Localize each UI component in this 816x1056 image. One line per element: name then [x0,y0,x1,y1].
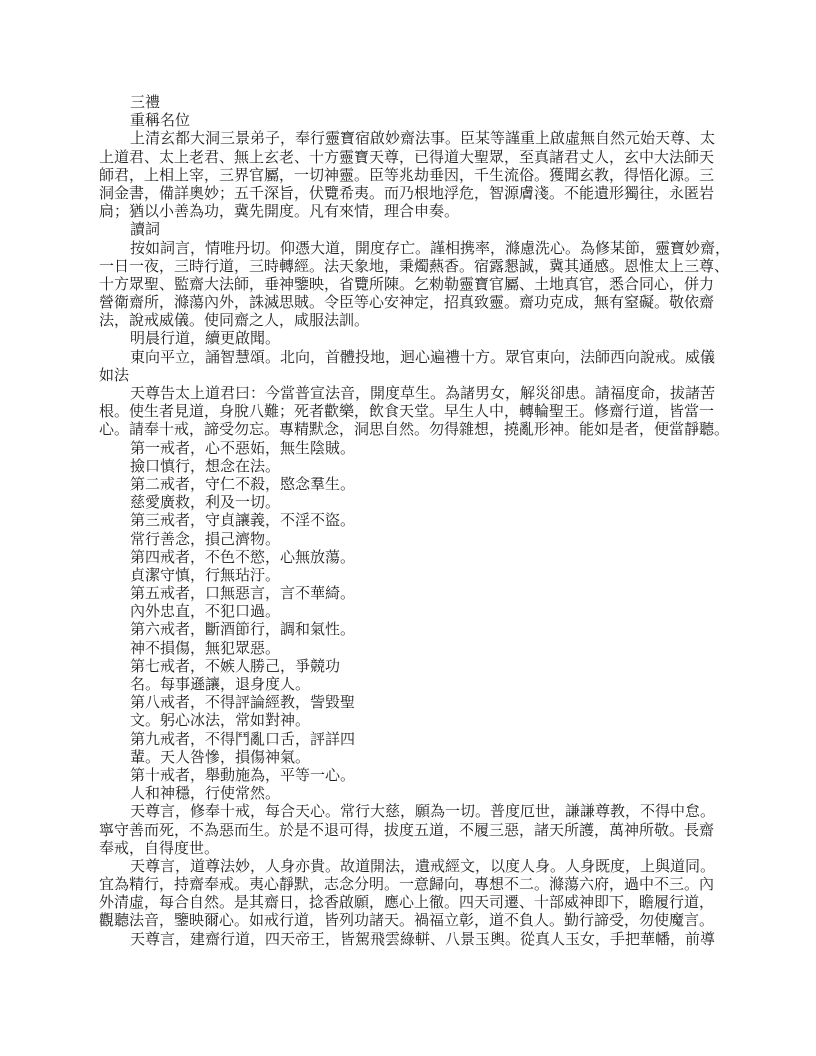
text-line: 明晨行道，續更啟聞。 [130,331,281,348]
text-line: 根。使生者見道，身脫八難；死者歡樂，飲食天堂。早生人中，轉輪聖王。修齋行道，皆當一 [99,404,715,421]
text-block [99,94,731,949]
text-line: 上道君、太上老君、無上玄老、十方靈寶天尊，已得道大聖眾，至真諸君丈人，玄中大法師天 [99,149,715,166]
text-line: 第四戒者，不色不慾，心無放蕩。 [130,549,356,566]
text-line: 貞潔守慎，行無玷汙。 [130,567,281,584]
text-line: 第八戒者，不得評論經教，訾毀聖 [130,695,356,712]
text-line: 營衛齋所，滌蕩內外，誅滅思賊。令臣等心安神定，招真致靈。齋功克成，無有窒礙。敬依齋 [99,295,715,312]
text-line: 第二戒者，守仁不殺，愍念羣生。 [130,476,356,493]
text-line: 洞金書，備詳奧妙；五千深旨，伏覽希夷。而乃根地浮危，智源膚淺。不能遺形獨往，永匿岩 [99,185,715,202]
text-line: 讀詞 [130,222,161,239]
text-line: 寧守善而死，不為惡而生。於是不退可得，拔度五道，不履三惡，諸天所護，萬神所敬。長齋 [99,822,715,839]
text-line: 慈愛廣救，利及一切。 [130,495,281,512]
text-line: 心。請奉十戒，諦受勿忘。專精默念，洞思自然。勿得雜想，撓亂形神。能如是者，便當靜聽。 [99,422,730,439]
text-line: 第九戒者，不得鬥亂口舌，評詳四 [130,731,356,748]
text-line: 一日一夜，三時行道，三時轉經。法天象地，秉燭爇香。宿露懇誠，冀其通感。恩惟太上三尊、 [99,258,730,275]
text-line: 天尊告太上道君曰：今當普宣法音，開度草生。為諸男女，解災卻患。請福度命，拔諸苦 [130,386,716,402]
text-line: 觀聽法音，鑒映爾心。如戒行道，皆列功諸天。禍福立彰，道不負人。勤行諦受，勿使魔言。 [99,913,715,930]
text-line: 常行善念，損己濟物。 [130,531,281,548]
text-line: 撿口慎行，想念在法。 [130,458,281,475]
text-line: 重稱名位 [130,113,191,130]
text-line: 十方眾聖、監齋大法師，垂神鑒映，省覽所陳。乞勑勒靈寶官屬、土地真官，悉合同心，併力 [99,276,715,293]
text-line: 三禮 [130,95,161,111]
text-line: 法，說戒威儀。使同齋之人，咸服法訓。 [99,313,370,330]
text-line: 宜為精行，持齋奉戒。夷心靜默，志念分明。一意歸向，專想不二。滌蕩六府，過中不三。內 [99,877,715,894]
text-line: 外清虛，每合自然。是其齋日，捻香啟願，應心上徹。四天司遷、十部威神即下，瞻履行道， [99,895,715,912]
text-line: 名。每事遜讓，退身度人。 [130,677,311,693]
text-line: 按如詞言，情唯丹切。仰憑大道，開度存亡。謹相携率，滌慮洗心。為修某節，靈寶妙齋， [130,240,731,257]
text-line: 輩。天人咎慘，損傷神氣。 [130,749,311,766]
text-line: 天尊言，修奉十戒，每合天心。常行大慈，願為一切。普度厄世，謙謙尊教，不得中怠。 [130,804,716,821]
text-line: 扃；猶以小善為功，冀先開度。凡有來情，理合申奏。 [99,204,460,221]
text-line: 第一戒者，心不惡妬，無生陰賊。 [130,440,356,457]
text-line: 文。躬心冰法，常如對神。 [130,713,311,730]
text-line: 第六戒者，斷酒節行，調和氣性。 [130,622,356,639]
text-line: 奉戒，自得度世。 [99,840,220,857]
text-line: 人和神穩，行使常然。 [130,786,281,803]
text-line: 東向平立，誦智慧頌。北向，首體投地，迴心遍禮十方。眾官東向，法師西向說戒。威儀 [130,349,716,366]
text-line: 如法 [99,367,130,384]
text-line: 第五戒者，口無惡言，言不華綺。 [130,586,356,603]
text-line: 第七戒者，不嫉人勝己，爭競功 [130,658,341,675]
text-line: 神不損傷，無犯眾惡。 [130,640,281,657]
text-line: 上清玄都大洞三景弟子，奉行靈寶宿啟妙齋法事。臣某等謹重上啟虛無自然元始天尊、太 [130,131,716,148]
text-line: 第三戒者，守貞讓義，不淫不盜。 [130,513,356,530]
text-line: 天尊言，建齋行道，四天帝王，皆駕飛雲綠軿、八景玉輿。從真人玉女，手把華幡，前導 [130,931,716,948]
text-line: 內外忠直，不犯口過。 [130,604,281,621]
text-line: 師君，上相上宰，三界官屬，一切神靈。臣等兆劫垂因，千生流俗。獲聞玄教，得悟化源。三 [99,167,715,184]
text-line: 天尊言，道尊法妙，人身亦貴。故道開法，遺戒經文，以度人身。人身既度，上與道同。 [130,858,716,875]
text-line: 第十戒者，舉動施為，平等一心。 [130,767,356,784]
